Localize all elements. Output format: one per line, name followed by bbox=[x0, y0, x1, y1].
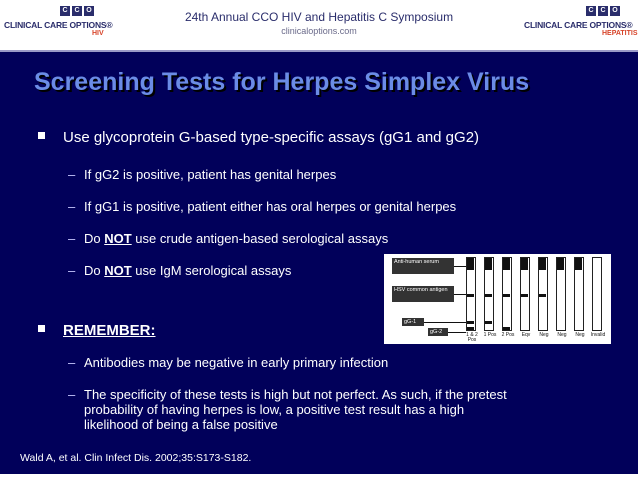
figure-label: gG-1 bbox=[402, 318, 424, 326]
sub-bullet bbox=[68, 231, 388, 246]
strip-label: Eqv bbox=[521, 332, 531, 338]
logo-square: C bbox=[586, 6, 596, 16]
sub-bullet bbox=[68, 199, 456, 214]
test-strip-figure bbox=[384, 254, 611, 344]
emphasis-not: NOT bbox=[104, 231, 132, 246]
emphasis-not: NOT bbox=[104, 263, 132, 278]
connector-line bbox=[424, 322, 466, 323]
strip-cap bbox=[503, 258, 510, 270]
strip-label: 1 & 2 Pos bbox=[466, 332, 478, 343]
sub-bullet-text: use crude antigen-based serological assays bbox=[131, 231, 389, 246]
logo-square: C bbox=[60, 6, 70, 16]
bullet-square-icon bbox=[38, 325, 45, 332]
dash-icon: – bbox=[68, 167, 76, 182]
test-strip bbox=[592, 257, 602, 331]
strip-band bbox=[485, 321, 492, 324]
bullet-item bbox=[38, 322, 156, 339]
logo-sub: HEPATITIS bbox=[602, 30, 638, 37]
test-strip bbox=[556, 257, 566, 331]
connector-line bbox=[454, 266, 466, 267]
strip-band bbox=[503, 294, 510, 297]
bullet-text: Use glycoprotein G-based type-specific assays (gG1 and gG2) bbox=[63, 129, 480, 146]
sub-bullet-text: If gG2 is positive, patient has genital herpes bbox=[84, 167, 337, 182]
dash-icon: – bbox=[68, 355, 76, 370]
strip-label: Neg bbox=[539, 332, 549, 338]
sub-bullet-text: Do bbox=[84, 263, 105, 278]
citation: Wald A, et al. Clin Infect Dis. 2002;35:S173-S182. bbox=[20, 452, 252, 464]
logo-square: O bbox=[610, 6, 620, 16]
conference-url: clinicaloptions.com bbox=[281, 26, 357, 36]
sub-bullet-text: Do bbox=[84, 231, 105, 246]
dash-icon: – bbox=[68, 231, 76, 246]
logo-name: CLINICAL CARE OPTIONS® bbox=[524, 20, 633, 30]
dash-icon: – bbox=[68, 387, 76, 402]
logo-square: C bbox=[598, 6, 608, 16]
test-strip bbox=[466, 257, 476, 331]
strip-cap bbox=[521, 258, 528, 270]
footer-strip bbox=[0, 474, 638, 479]
strip-label: 1 Pos bbox=[483, 332, 497, 338]
sub-bullet-text: The specificity of these tests is high but not perfect. As such, if the pretest bbox=[84, 387, 507, 402]
strip-label: Neg bbox=[575, 332, 585, 338]
sub-bullet-text: use IgM serological assays bbox=[131, 263, 292, 278]
connector-line bbox=[454, 294, 466, 295]
strip-band bbox=[539, 294, 546, 297]
sub-bullet bbox=[68, 355, 388, 370]
dash-icon: – bbox=[68, 199, 76, 214]
header bbox=[0, 0, 638, 50]
strip-band bbox=[521, 294, 528, 297]
sub-bullet bbox=[68, 263, 291, 278]
figure-label: gG-2 bbox=[428, 328, 448, 336]
conference-title: 24th Annual CCO HIV and Hepatitis C Symposium bbox=[184, 10, 454, 24]
bullet-item bbox=[38, 129, 479, 146]
strip-band bbox=[467, 327, 474, 330]
logo-squares bbox=[586, 6, 620, 16]
strip-cap bbox=[575, 258, 582, 270]
strip-label: Invalid bbox=[590, 332, 606, 338]
sub-bullet-text: likelihood of being a false positive bbox=[84, 417, 278, 432]
sub-bullet bbox=[68, 167, 336, 182]
strip-band bbox=[467, 321, 474, 324]
strip-cap bbox=[485, 258, 492, 270]
test-strip bbox=[502, 257, 512, 331]
sub-bullet bbox=[68, 387, 608, 432]
strip-cap bbox=[593, 258, 600, 270]
figure-label: HSV common antigen bbox=[392, 286, 454, 302]
cco-hepatitis-logo bbox=[524, 6, 638, 42]
sub-bullet-text: Antibodies may be negative in early primary infection bbox=[84, 355, 389, 370]
test-strip bbox=[484, 257, 494, 331]
test-strip bbox=[538, 257, 548, 331]
strip-cap bbox=[467, 258, 474, 270]
logo-sub: HIV bbox=[92, 30, 104, 37]
slide-title: Screening Tests for Herpes Simplex Virus bbox=[34, 68, 530, 96]
strip-band bbox=[485, 294, 492, 297]
logo-square: C bbox=[72, 6, 82, 16]
bullet-square-icon bbox=[38, 132, 45, 139]
dash-icon: – bbox=[68, 263, 76, 278]
strip-band bbox=[467, 294, 474, 297]
strip-band bbox=[503, 327, 510, 330]
sub-bullet-text: probability of having herpes is low, a positive test result has a high bbox=[84, 402, 465, 417]
logo-name: CLINICAL CARE OPTIONS® bbox=[4, 20, 113, 30]
sub-bullet-text: If gG1 is positive, patient either has oral herpes or genital herpes bbox=[84, 199, 457, 214]
logo-square: O bbox=[84, 6, 94, 16]
test-strip bbox=[574, 257, 584, 331]
figure-label: Anti-human serum bbox=[392, 258, 454, 274]
strip-label: Neg bbox=[557, 332, 567, 338]
remember-heading: REMEMBER: bbox=[63, 322, 156, 339]
strip-label: 2 Pos bbox=[501, 332, 515, 338]
strip-cap bbox=[539, 258, 546, 270]
strip-cap bbox=[557, 258, 564, 270]
test-strip bbox=[520, 257, 530, 331]
